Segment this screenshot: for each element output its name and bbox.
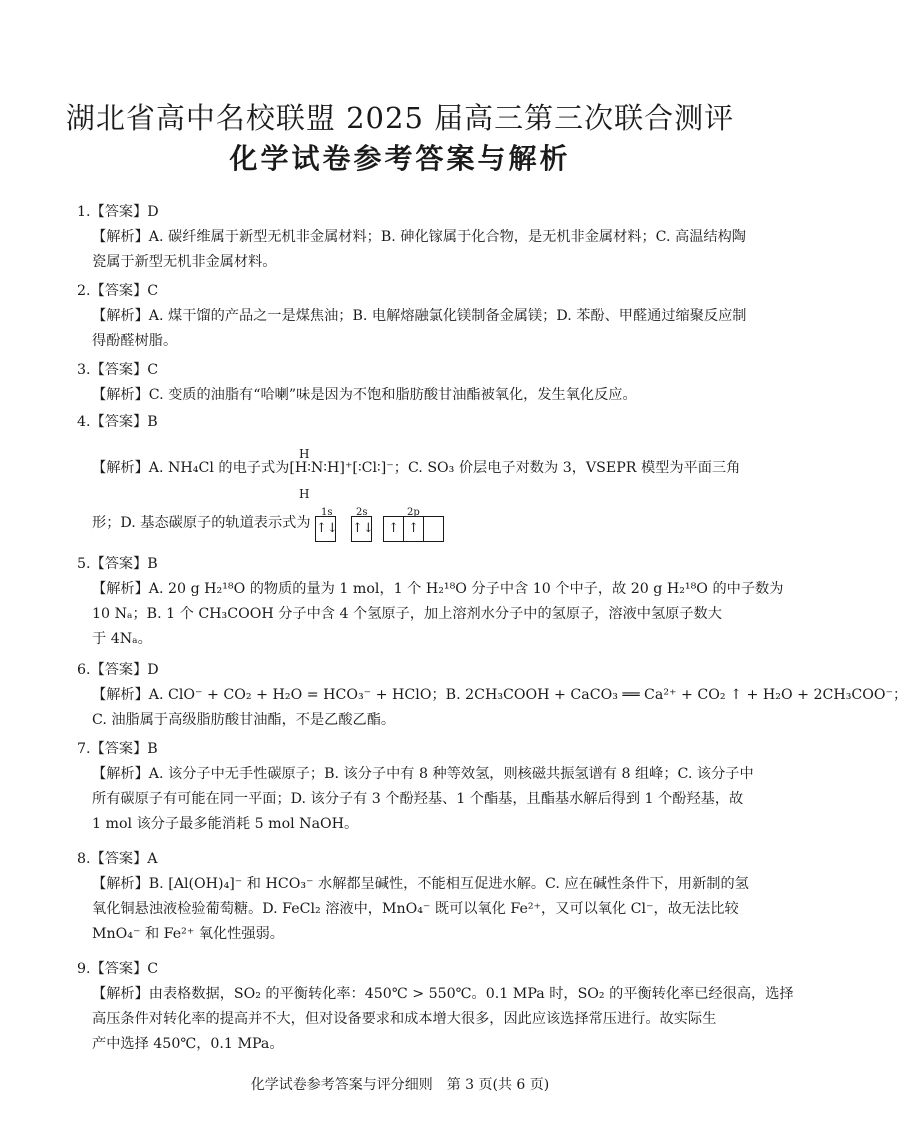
answer-label: 【答案】D — [90, 204, 159, 220]
question-9 — [77, 957, 794, 1057]
question-number: 9. — [77, 961, 91, 977]
question-8 — [77, 847, 749, 947]
question-number: 8. — [77, 851, 91, 867]
explanation-line: 于 4Nₐ。 — [92, 631, 152, 647]
orbital-label-2s: 2s — [356, 507, 368, 518]
page-subtitle: 化学试卷参考答案与解析 — [229, 142, 571, 175]
question-number: 3. — [77, 362, 91, 378]
answer-label: 【答案】B — [90, 556, 158, 572]
explanation-line: 【解析】A. 该分子中无手性碳原子；B. 该分子中有 8 种等效氢，则核磁共振氢谱有 8 组峰；C. 该分子中 — [92, 766, 754, 782]
orbital-box: ↑ — [403, 516, 424, 542]
explanation-line: 【解析】A. 碳纤维属于新型无机非金属材料；B. 砷化镓属于化合物，是无机非金属材料；C. 高温结构陶 — [92, 229, 746, 245]
question-number: 4. — [77, 414, 91, 430]
orbital-box: ↑ — [383, 516, 404, 542]
question-3 — [77, 358, 725, 408]
page-title: 湖北省高中名校联盟 2025 届高三第三次联合测评 — [65, 101, 735, 135]
orbital-label-2p: 2p — [407, 507, 420, 518]
answer-label: 【答案】D — [90, 662, 159, 678]
explanation-line: 【解析】A. 煤干馏的产品之一是煤焦油；B. 电解熔融氯化镁制备金属镁；D. 苯酚、甲醛通过缩聚反应制 — [92, 308, 747, 324]
explanation-line: 得酚醛树脂。 — [92, 333, 178, 349]
orbital-box — [423, 516, 444, 542]
orbital-diagram — [315, 507, 490, 536]
explanation-line: 【解析】A. 20 g H₂¹⁸O 的物质的量为 1 mol，1 个 H₂¹⁸O 分子中含 10 个中子，故 20 g H₂¹⁸O 的中子数为 — [92, 581, 784, 597]
electron-dot-h-bottom: H — [299, 487, 310, 501]
explanation-line: C. 油脂属于高级脂肪酸甘油酯，不是乙酸乙酯。 — [92, 712, 396, 728]
explanation-line: 【解析】C. 变质的油脂有“哈喇”味是因为不饱和脂肪酸甘油酯被氧化，发生氧化反应。 — [92, 387, 637, 403]
question-5 — [77, 552, 784, 652]
answer-label: 【答案】C — [90, 961, 159, 977]
answer-label: 【答案】B — [90, 414, 158, 430]
explanation-line: 【解析】A. ClO⁻ + CO₂ + H₂O = HCO₃⁻ + HClO；B. 2CH₃COOH + CaCO₃ ══ Ca²⁺ + CO₂ ↑ + H₂O + 2CH₃COO⁻； — [92, 687, 907, 703]
explanation-line: 【解析】B. [Al(OH)₄]⁻ 和 HCO₃⁻ 水解都呈碱性，不能相互促进水解。C. 应在碱性条件下，用新制的氢 — [92, 876, 749, 892]
explanation-line: MnO₄⁻ 和 Fe²⁺ 氧化性强弱。 — [92, 926, 284, 942]
question-1 — [77, 200, 746, 275]
explanation-line: 高压条件对转化率的提高并不大，但对设备要求和成本增大很多，因此应该选择常压进行。故实际生 — [92, 1011, 717, 1027]
question-number: 5. — [77, 556, 91, 572]
explanation-line: 10 Nₐ；B. 1 个 CH₃COOH 分子中含 4 个氢原子，加上溶剂水分子中的氢原子，溶液中氢原子数大 — [92, 606, 722, 622]
explanation-line: 氧化铜悬浊液检验葡萄糖。D. FeCl₂ 溶液中，MnO₄⁻ 既可以氧化 Fe²⁺，又可以氧化 Cl⁻，故无法比较 — [92, 901, 739, 917]
page-footer: 化学试卷参考答案与评分细则 第 3 页(共 6 页) — [250, 1077, 550, 1093]
question-number: 2. — [77, 283, 91, 299]
orbital-label-1s: 1s — [321, 507, 333, 518]
answer-label: 【答案】A — [90, 851, 158, 867]
answer-label: 【答案】B — [90, 741, 158, 757]
explanation-line: 形；D. 基态碳原子的轨道表示式为 — [92, 515, 311, 531]
question-2 — [77, 279, 747, 354]
electron-dot-h-top: H — [299, 447, 310, 461]
explanation-line: 所有碳原子有可能在同一平面；D. 该分子有 3 个酚羟基、1 个酯基，且酯基水解后得到 1 个酚羟基，故 — [92, 791, 744, 807]
orbital-box: ↑↓ — [351, 516, 372, 542]
explanation-line: 【解析】由表格数据，SO₂ 的平衡转化率：450℃ > 550℃。0.1 MPa 时，SO₂ 的平衡转化率已经很高，选择 — [92, 986, 794, 1002]
explanation-line: 瓷属于新型无机非金属材料。 — [92, 254, 277, 270]
question-4 — [77, 410, 741, 536]
explanation-line: 【解析】A. NH₄Cl 的电子式为[H∶N∶H]⁺[∶Cl∶]⁻；C. SO₃ 价层电子对数为 3，VSEPR 模型为平面三角 — [92, 460, 741, 476]
answer-label: 【答案】C — [90, 283, 159, 299]
question-number: 1. — [77, 204, 91, 220]
question-6 — [77, 658, 907, 733]
answer-label: 【答案】C — [90, 362, 159, 378]
question-7 — [77, 737, 754, 837]
question-number: 7. — [77, 741, 91, 757]
explanation-line: 1 mol 该分子最多能消耗 5 mol NaOH。 — [92, 816, 359, 832]
explanation-line: 产中选择 450℃，0.1 MPa。 — [92, 1036, 284, 1052]
question-number: 6. — [77, 662, 91, 678]
orbital-box: ↑↓ — [315, 516, 336, 542]
